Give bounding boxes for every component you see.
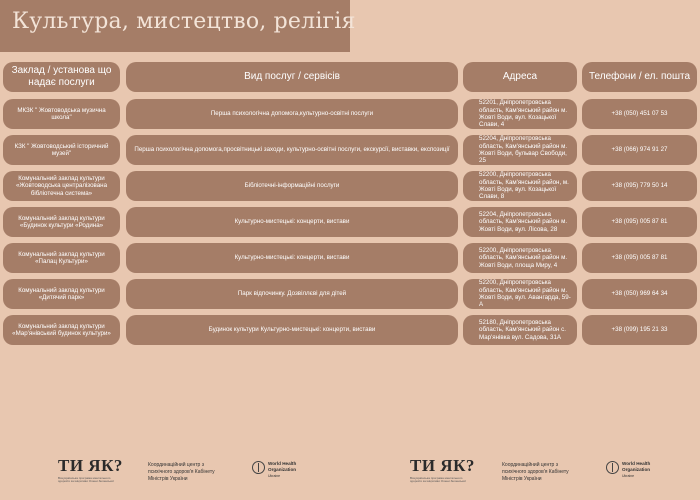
- row-4-address: 52204, Дніпропетровська область, Кам'янський район м. Жовті Води, вул. Лісова, 28: [463, 207, 577, 237]
- tiyak-logo-text: ТИ ЯК?: [410, 456, 475, 475]
- who-logo-left: [252, 461, 302, 478]
- row-7-institution: Комунальний заклад культури «Мар'янівський будинок культури»: [3, 315, 120, 345]
- tiyak-logo-subtitle: Всеукраїнська програма ментального здоров'я за ініціативи Олени Зеленської: [410, 476, 466, 484]
- row-5-institution: Комунальний заклад культури «Палац Культури»: [3, 243, 120, 273]
- row-3-institution: Комунальний заклад культури «Жовтоводська централізована бібліотечна система»: [3, 171, 120, 201]
- header-institution: Заклад / установа що надає послуги: [3, 62, 120, 92]
- who-logo-right: [606, 461, 656, 478]
- header-services: Вид послуг / сервісів: [126, 62, 458, 92]
- who-name: World Health Organization: [268, 461, 297, 472]
- coord-center-right: Координаційний центр з психічного здоров'я Кабінету Міністрів України: [502, 462, 569, 482]
- row-1-phone[interactable]: +38 (050) 451 07 53: [582, 99, 697, 129]
- row-6-institution: Комунальний заклад культури «Дитячий парк»: [3, 279, 120, 309]
- row-5-services: Культурно-мистецькі: концерти, вистави: [126, 243, 458, 273]
- row-2-address: 52204, Дніпропетровська область, Кам'янський район м. Жовті Води, бульвар Свободи, 25: [463, 135, 577, 165]
- row-7-address: 52180, Дніпропетровська область, Кам'янський район с. Мар'янівка вул. Садова, 31А: [463, 315, 577, 345]
- who-country: Ukraine: [268, 474, 281, 478]
- row-4-phone[interactable]: +38 (095) 005 87 81: [582, 207, 697, 237]
- tiyak-logo-right: [410, 456, 475, 484]
- who-country: Ukraine: [622, 474, 635, 478]
- who-globe-icon: [252, 461, 265, 474]
- page-title: Культура, мистецтво, релігія: [12, 9, 356, 34]
- row-1-institution: МКЗК " Жовтоводська музична школа": [3, 99, 120, 129]
- header-address: Адреса: [463, 62, 577, 92]
- row-1-services: Перша психологічна допомога,культурно-освітні послуги: [126, 99, 458, 129]
- row-4-institution: Комунальний заклад культури «Будинок культури «Родина»: [3, 207, 120, 237]
- row-7-services: Будинок культури Культурно-мистецькі: концерти, вистави: [126, 315, 458, 345]
- row-2-institution: КЗК " Жовтоводський історичний музей": [3, 135, 120, 165]
- row-6-phone[interactable]: +38 (050) 969 64 34: [582, 279, 697, 309]
- tiyak-logo-left: [58, 456, 123, 484]
- header-phones: Телефони / ел. пошта: [582, 62, 697, 92]
- who-name: World Health Organization: [622, 461, 651, 472]
- tiyak-logo-text: ТИ ЯК?: [58, 456, 123, 475]
- coord-center-left: Координаційний центр з психічного здоров'я Кабінету Міністрів України: [148, 462, 215, 482]
- row-7-phone[interactable]: +38 (099) 195 21 33: [582, 315, 697, 345]
- tiyak-logo-subtitle: Всеукраїнська програма ментального здоров'я за ініціативи Олени Зеленської: [58, 476, 114, 484]
- row-6-address: 52200, Дніпропетровська область, Кам'янський район м. Жовті Води, вул. Авангарда, 59-А: [463, 279, 577, 309]
- row-5-phone[interactable]: +38 (095) 005 87 81: [582, 243, 697, 273]
- row-2-services: Перша психологічна допомога,просвітницькі заходи, культурно-освітні послуги, екскурсії, виставки, експозиції: [126, 135, 458, 165]
- row-6-services: Парк відпочинку. Дозвіллєві для дітей: [126, 279, 458, 309]
- row-4-services: Культурно-мистецькі: концерти, вистави: [126, 207, 458, 237]
- title-bar: [0, 0, 356, 52]
- row-3-services: Бібліотечні-інформаційні послуги: [126, 171, 458, 201]
- row-2-phone[interactable]: +38 (066) 974 91 27: [582, 135, 697, 165]
- row-3-address: 52200, Дніпропетровська область, Кам'янський район, м. Жовті Води, вул. Козацької Слави, 8: [463, 171, 577, 201]
- row-3-phone[interactable]: +38 (095) 779 50 14: [582, 171, 697, 201]
- who-globe-icon: [606, 461, 619, 474]
- row-5-address: 52200, Дніпропетровська область, Кам'янський район м. Жовті Води, площа Миру, 4: [463, 243, 577, 273]
- row-1-address: 52201, Дніпропетровська область, Кам'янський район м. Жовті Води, вул. Козацької Слави, 4: [463, 99, 577, 129]
